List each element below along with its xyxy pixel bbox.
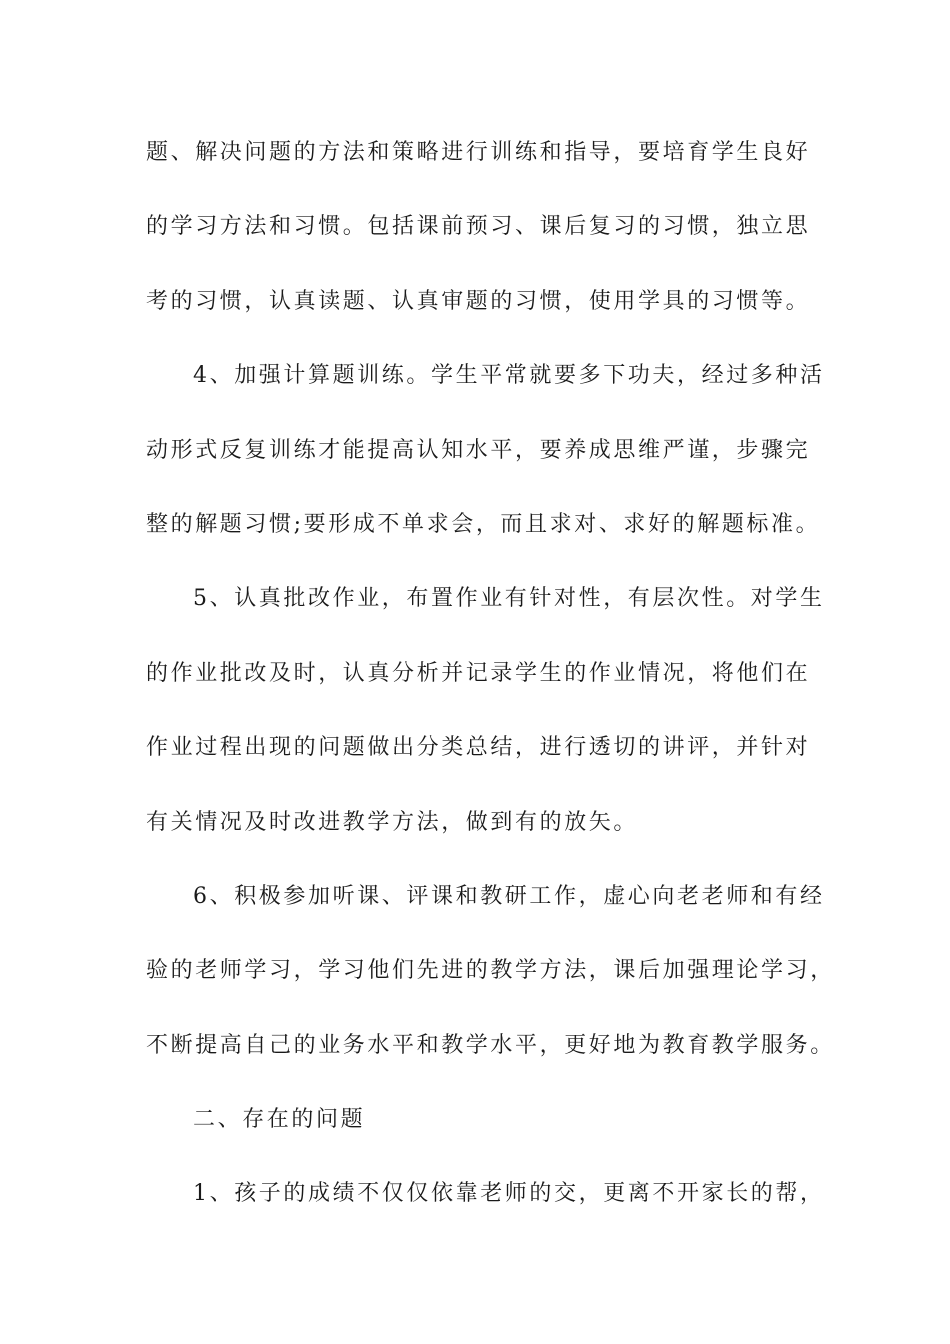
text-line: 的学习方法和习惯。包括课前预习、课后复习的习惯，独立思 xyxy=(146,214,811,240)
text-line: 不断提高自己的业务水平和教学水平，更好地为教育教学服务。 xyxy=(146,1032,835,1058)
text-line: 有关情况及时改进教学方法，做到有的放矢。 xyxy=(146,809,639,835)
body-text xyxy=(146,131,835,1247)
text-line: 动形式反复训练才能提高认知水平，要养成思维严谨，步骤完 xyxy=(146,437,811,463)
paragraph-start-line: 1、孩子的成绩不仅仅依靠老师的交，更离不开家长的帮， xyxy=(193,1181,825,1207)
section-heading: 二、存在的问题 xyxy=(193,1107,366,1133)
text-line: 验的老师学习，学习他们先进的教学方法，课后加强理论学习， xyxy=(146,958,835,984)
text-line: 的作业批改及时，认真分析并记录学生的作业情况，将他们在 xyxy=(146,660,811,686)
text-line: 题、解决问题的方法和策略进行训练和指导，要培育学生良好 xyxy=(146,140,811,165)
paragraph-start-line: 4、加强计算题训练。学生平常就要多下功夫，经过多种活 xyxy=(193,363,825,389)
text-line: 作业过程出现的问题做出分类总结，进行透切的讲评，并针对 xyxy=(146,735,811,761)
paragraph-start-line: 6、积极参加听课、评课和教研工作，虚心向老老师和有经 xyxy=(193,883,825,909)
text-line: 考的习惯，认真读题、认真审题的习惯，使用学具的习惯等。 xyxy=(146,288,811,314)
text-line: 整的解题习惯;要形成不单求会，而且求对、求好的解题标准。 xyxy=(146,511,821,537)
paragraph-start-line: 5、认真批改作业，布置作业有针对性，有层次性。对学生 xyxy=(193,586,825,612)
